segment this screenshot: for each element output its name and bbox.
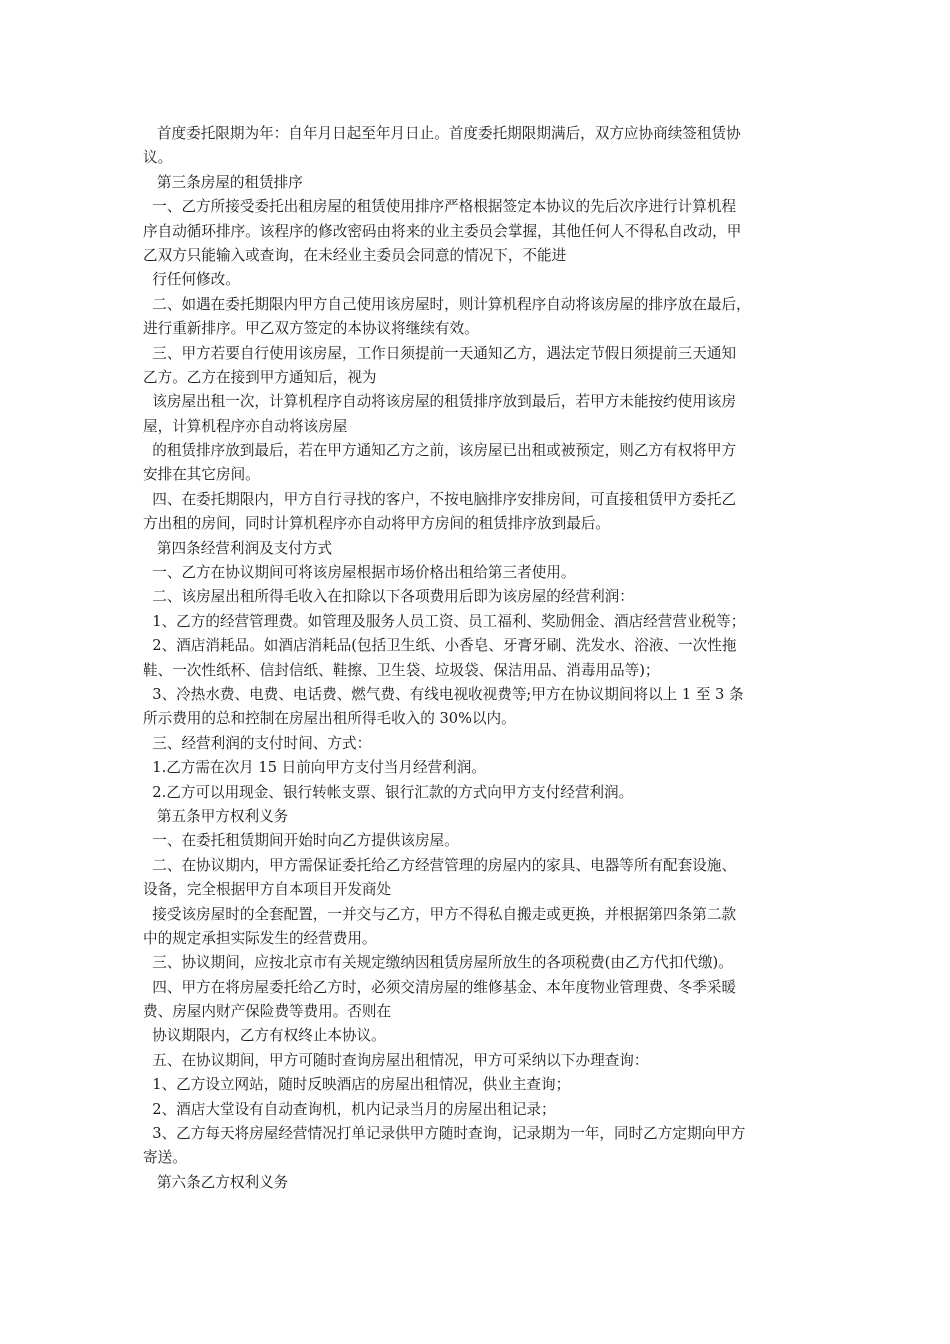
text-line: 二、如遇在委托期限内甲方自己使用该房屋时，则计算机程序自动将该房屋的排序放在最后， [143, 295, 751, 313]
text-line: 2、酒店消耗品。如酒店消耗品(包括卫生纸、小香皂、牙膏牙刷、洗发水、浴液、一次性拖 [143, 637, 737, 655]
text-line: 四、甲方在将房屋委托给乙方时，必须交清房屋的维修基金、本年度物业管理费、冬季采暖 [143, 978, 737, 996]
text-line: 费、房屋内财产保险费等费用。否则在 [143, 1003, 392, 1021]
text-line: 三、协议期间，应按北京市有关规定缴纳因租赁房屋所放生的各项税费(由乙方代扣代缴)。 [143, 954, 733, 972]
text-line: 1、乙方的经营管理费。如管理及服务人员工资、员工福利、奖励佣金、酒店经营营业税等； [143, 612, 746, 630]
text-line: 鞋、一次性纸杯、信封信纸、鞋擦、卫生袋、垃圾袋、保洁用品、消毒用品等)； [143, 661, 660, 679]
text-line: 一、在委托租赁期间开始时向乙方提供该房屋。 [143, 832, 459, 850]
text-line: 3、冷热水费、电费、电话费、燃气费、有线电视收视费等;甲方在协议期间将以上 1 至 3 条 [143, 685, 744, 703]
text-line: 寄送。 [143, 1149, 187, 1167]
text-line: 2、酒店大堂设有自动查询机，机内记录当月的房屋出租记录； [143, 1100, 556, 1118]
text-line: 四、在委托期限内，甲方自行寻找的客户，不按电脑排序安排房间，可直接租赁甲方委托乙 [143, 490, 737, 508]
text-line: 首度委托限期为年：自年月日起至年月日止。首度委托期限期满后，双方应协商续签租赁协 [143, 125, 741, 142]
text-line: 接受该房屋时的全套配置，一并交与乙方，甲方不得私自搬走或更换，并根据第四条第二款 [143, 905, 737, 923]
section-heading: 第三条房屋的租赁排序 [143, 173, 303, 191]
section-heading: 第五条甲方权利义务 [143, 807, 289, 825]
text-line: 行任何修改。 [143, 271, 240, 289]
text-line: 二、该房屋出租所得毛收入在扣除以下各项费用后即为该房屋的经营利润： [143, 588, 634, 606]
text-line: 一、乙方所接受委托出租房屋的租赁使用排序严格根据签定本协议的先后次序进行计算机程 [143, 198, 737, 216]
text-line: 2.乙方可以用现金、银行转帐支票、银行汇款的方式向甲方支付经营利润。 [143, 783, 634, 801]
text-line: 1.乙方需在次月 15 日前向甲方支付当月经营利润。 [143, 759, 486, 777]
section-heading: 第四条经营利润及支付方式 [143, 539, 333, 557]
text-line: 五、在协议期间，甲方可随时查询房屋出租情况，甲方可采纳以下办理查询： [143, 1051, 649, 1069]
text-line: 设备，完全根据甲方自本项目开发商处 [143, 881, 392, 899]
text-line: 的租赁排序放到最后，若在甲方通知乙方之前，该房屋已出租或被预定，则乙方有权将甲方 [143, 442, 737, 460]
text-line: 序自动循环排序。该程序的修改密码由将来的业主委员会掌握，其他任何人不得私自改动，甲 [143, 222, 742, 240]
text-line: 所示费用的总和控制在房屋出租所得毛收入的 30%以内。 [143, 710, 516, 728]
text-line: 二、在协议期内，甲方需保证委托给乙方经营管理的房屋内的家具、电器等所有配套设施、 [143, 856, 737, 874]
document-page [143, 122, 811, 1195]
text-line: 三、甲方若要自行使用该房屋，工作日须提前一天通知乙方，遇法定节假日须提前三天通知 [143, 344, 737, 362]
text-line: 进行重新排序。甲乙双方签定的本协议将继续有效。 [143, 320, 479, 338]
section-heading: 第六条乙方权利义务 [143, 1173, 289, 1191]
text-line: 3、乙方每天将房屋经营情况打单记录供甲方随时查询，记录期为一年，同时乙方定期向甲方 [143, 1125, 746, 1143]
text-line: 安排在其它房间。 [143, 466, 260, 484]
text-line: 协议期限内，乙方有权终止本协议。 [143, 1027, 386, 1045]
text-line: 1、乙方设立网站，随时反映酒店的房屋出租情况，供业主查询； [143, 1076, 571, 1094]
text-line: 议。 [143, 149, 173, 167]
text-line: 三、经营利润的支付时间、方式： [143, 734, 372, 752]
text-line: 乙双方只能输入或查询，在未经业主委员会同意的情况下，不能进 [143, 246, 567, 264]
text-line: 方出租的房间，同时计算机程序亦自动将甲方房间的租赁排序放到最后。 [143, 515, 611, 533]
text-line: 一、乙方在协议期间可将该房屋根据市场价格出租给第三者使用。 [143, 564, 576, 582]
text-line: 乙方。乙方在接到甲方通知后，视为 [143, 368, 377, 386]
text-line: 该房屋出租一次，计算机程序自动将该房屋的租赁排序放到最后，若甲方未能按约使用该房 [143, 393, 737, 411]
text-line: 屋，计算机程序亦自动将该房屋 [143, 417, 348, 435]
text-line: 中的规定承担实际发生的经营费用。 [143, 929, 377, 947]
